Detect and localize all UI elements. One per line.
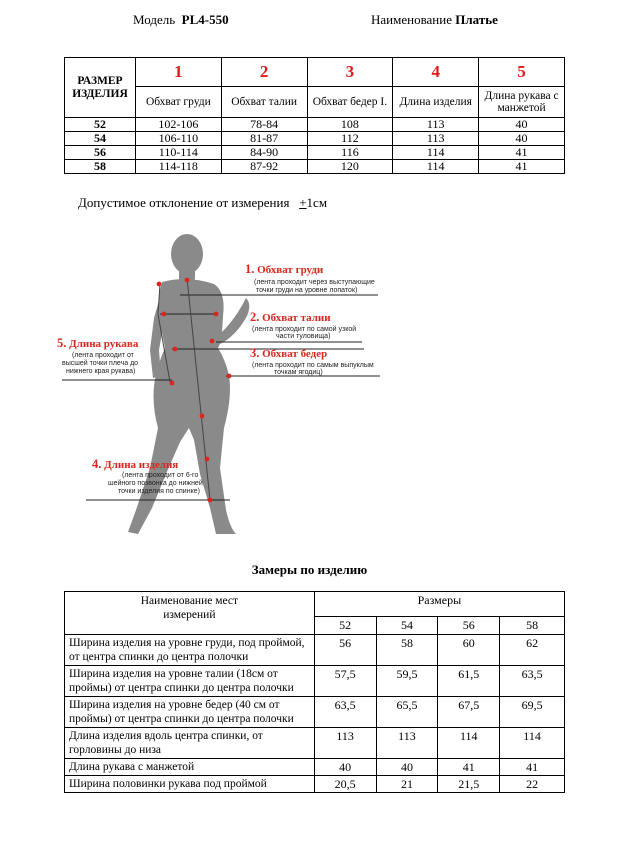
- column-number: 4: [393, 58, 479, 87]
- table-cell: 108: [307, 118, 393, 132]
- label-length: [92, 457, 203, 495]
- size-cell: 54: [65, 132, 136, 146]
- table-row: [65, 759, 565, 776]
- svg-text:2. Обхват талии: [250, 310, 331, 324]
- table-cell: 21,5: [438, 776, 500, 793]
- label-note: (лента проходит от: [72, 352, 134, 359]
- label-note: части туловища): [276, 333, 331, 340]
- table-cell: 81-87: [221, 132, 307, 146]
- size-header: 52: [314, 617, 376, 635]
- label-note: (лента проходит по самой узкой: [252, 326, 357, 333]
- table-cell: 41: [500, 759, 565, 776]
- table-cell: 41: [479, 160, 565, 174]
- size-header: 58: [500, 617, 565, 635]
- column-header: Длина рукава с манжетой: [479, 87, 565, 118]
- table-row: [65, 118, 565, 132]
- table-cell: 78-84: [221, 118, 307, 132]
- model-value: PL4-550: [181, 12, 229, 27]
- table-row: [65, 697, 565, 728]
- plus-minus-sign: +: [299, 195, 307, 210]
- model-header: [133, 12, 229, 28]
- table-row: [65, 666, 565, 697]
- label-waist: [250, 310, 356, 340]
- table-cell: 56: [314, 635, 376, 666]
- measurements-table: [64, 591, 565, 793]
- column-number: 1: [135, 58, 221, 87]
- table-cell: 113: [314, 728, 376, 759]
- label-note: точки изделия по спинке): [118, 488, 200, 495]
- label-title: Длина изделия: [104, 459, 179, 471]
- table-cell: 20,5: [314, 776, 376, 793]
- name-value: Платье: [455, 12, 498, 27]
- size-row-header: РАЗМЕР ИЗДЕЛИЯ: [65, 58, 136, 118]
- label-note: высшей точки плеча до: [62, 360, 139, 367]
- size-cell: 56: [65, 146, 136, 160]
- table-cell: 40: [479, 118, 565, 132]
- column-header: Обхват бедер I.: [307, 87, 393, 118]
- table-cell: 113: [393, 132, 479, 146]
- column-number: 3: [307, 58, 393, 87]
- label-title: Длина рукава: [69, 338, 139, 350]
- table-cell: 22: [500, 776, 565, 793]
- label-hips: [250, 346, 374, 376]
- measurement-name: Длина рукава с манжетой: [65, 759, 315, 776]
- table-cell: 113: [393, 118, 479, 132]
- column-header: Длина изделия: [393, 87, 479, 118]
- table-cell: 114: [393, 146, 479, 160]
- label-sleeve: [57, 336, 139, 375]
- table-cell: 21: [376, 776, 438, 793]
- column-header: Обхват талии: [221, 87, 307, 118]
- measurements-title: Замеры по изделию: [251, 562, 368, 577]
- measurement-name: Длина изделия вдоль центра спинки, от горловины до низа: [65, 728, 315, 759]
- tolerance-value: 1см: [306, 195, 328, 210]
- table-cell: 112: [307, 132, 393, 146]
- table-cell: 61,5: [438, 666, 500, 697]
- svg-text:3. Обхват бедер: [250, 346, 327, 360]
- label-number: 5.: [57, 336, 67, 350]
- table-cell: 120: [307, 160, 393, 174]
- table-cell: 69,5: [500, 697, 565, 728]
- table-cell: 87-92: [221, 160, 307, 174]
- measurement-name: Ширина половинки рукава под проймой: [65, 776, 315, 793]
- table-cell: 63,5: [500, 666, 565, 697]
- label-number: 4.: [92, 457, 102, 471]
- column-number: 2: [221, 58, 307, 87]
- table-cell: 63,5: [314, 697, 376, 728]
- svg-text:1. Обхват груди: [245, 262, 324, 276]
- svg-text:4. Длина изделия: [92, 457, 178, 471]
- name-header: [371, 12, 498, 28]
- table-cell: 40: [479, 132, 565, 146]
- name-label: Наименование: [371, 12, 452, 27]
- tolerance-note: [78, 195, 327, 211]
- table-row: [65, 635, 565, 666]
- label-note: (лента проходит через выступающие: [254, 279, 375, 286]
- sizes-column-header: Размеры: [314, 592, 564, 617]
- label-note: нижнего края рукава): [66, 368, 136, 375]
- table-cell: 62: [500, 635, 565, 666]
- table-cell: 106-110: [135, 132, 221, 146]
- measurement-name: Ширина изделия на уровне бедер (40 см от проймы) от центра спинки до центра полочки: [65, 697, 315, 728]
- table-row: [65, 132, 565, 146]
- label-number: 1.: [245, 262, 255, 276]
- svg-text:5. Длина рукава: [57, 336, 139, 350]
- table-cell: 113: [376, 728, 438, 759]
- table-row: [65, 146, 565, 160]
- table-cell: 57,5: [314, 666, 376, 697]
- body-measurement-figure: [40, 228, 420, 543]
- table-cell: 114: [500, 728, 565, 759]
- table-row: [65, 776, 565, 793]
- table-cell: 116: [307, 146, 393, 160]
- table-cell: 60: [438, 635, 500, 666]
- table-cell: 114: [393, 160, 479, 174]
- label-note: точкам ягодиц): [274, 369, 323, 376]
- column-header: Обхват груди: [135, 87, 221, 118]
- size-table: [64, 57, 565, 174]
- table-cell: 41: [479, 146, 565, 160]
- label-number: 3.: [250, 346, 260, 360]
- table-cell: 114-118: [135, 160, 221, 174]
- table-row: [65, 160, 565, 174]
- column-number: 5: [479, 58, 565, 87]
- label-bust: [245, 262, 375, 294]
- measurement-name: Ширина изделия на уровне талии (18см от проймы) от центра спинки до центра полочки: [65, 666, 315, 697]
- table-cell: 41: [438, 759, 500, 776]
- size-header: 56: [438, 617, 500, 635]
- label-note: шейного позвонка до нижней: [108, 480, 203, 487]
- table-cell: 40: [376, 759, 438, 776]
- label-title: Обхват груди: [257, 264, 324, 276]
- table-cell: 67,5: [438, 697, 500, 728]
- size-header: 54: [376, 617, 438, 635]
- label-note: точки груди на уровне лопаток): [256, 287, 358, 294]
- label-note: (лента проходит по самым выпуклым: [252, 362, 374, 369]
- label-note: (лента проходит от 6-го: [122, 472, 199, 479]
- name-column-header: Наименование мест измерений: [65, 592, 315, 635]
- table-cell: 110-114: [135, 146, 221, 160]
- size-cell: 52: [65, 118, 136, 132]
- table-cell: 58: [376, 635, 438, 666]
- size-cell: 58: [65, 160, 136, 174]
- table-cell: 65,5: [376, 697, 438, 728]
- model-label: Модель: [133, 12, 176, 27]
- table-cell: 102-106: [135, 118, 221, 132]
- table-cell: 59,5: [376, 666, 438, 697]
- label-title: Обхват бедер: [262, 348, 328, 360]
- label-title: Обхват талии: [262, 312, 331, 324]
- table-cell: 40: [314, 759, 376, 776]
- label-number: 2.: [250, 310, 260, 324]
- tolerance-text: Допустимое отклонение от измерения: [78, 195, 290, 210]
- measurement-name: Ширина изделия на уровне груди, под проймой, от центра спинки до центра полочки: [65, 635, 315, 666]
- table-cell: 84-90: [221, 146, 307, 160]
- table-cell: 114: [438, 728, 500, 759]
- table-row: [65, 728, 565, 759]
